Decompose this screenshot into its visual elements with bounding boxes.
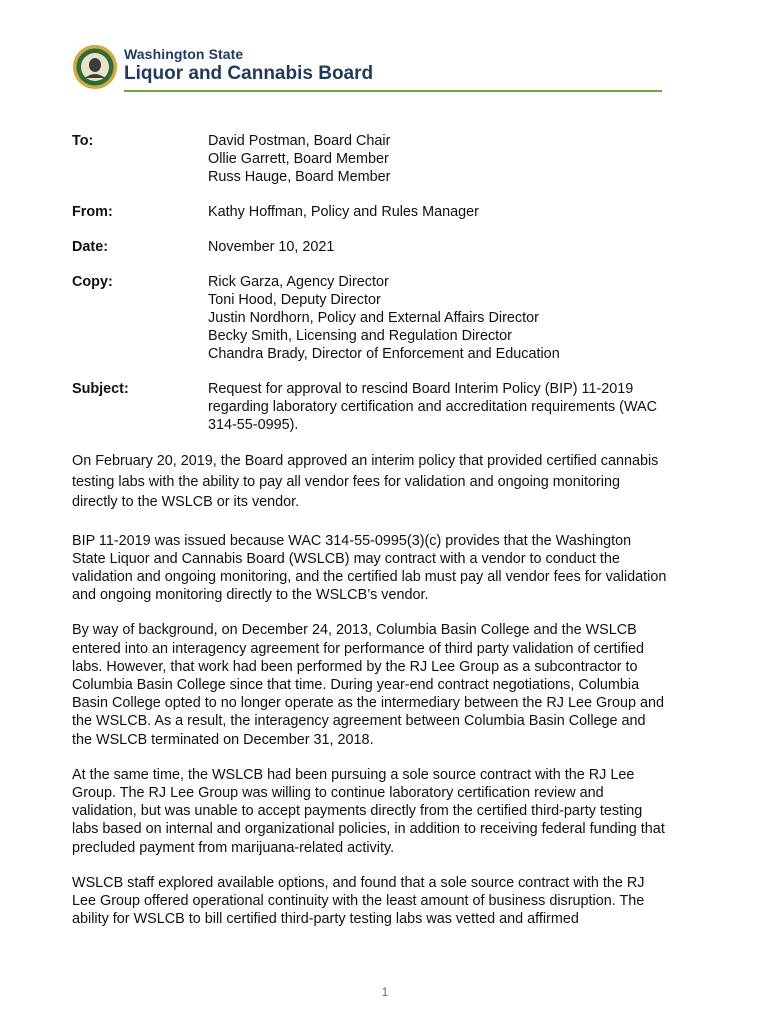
paragraph-line: By way of background, on December 24, 2013, Columbia Basin College and the WSLCB (72, 622, 637, 639)
org-name-line1: Washington State (124, 46, 244, 62)
paragraph-line: and ongoing monitoring directly to the WSLCB’s vendor. (72, 587, 429, 604)
memo-copy-value (208, 273, 560, 363)
paragraph-line: directly to the WSLCB or its vendor. (72, 494, 300, 510)
recipient: Russ Hauge, Board Member (208, 169, 391, 185)
memo-subject-value (208, 380, 657, 434)
paragraph-line: the WSLCB terminated on December 31, 2018. (72, 731, 374, 748)
memo-from-label: From: (72, 204, 113, 220)
subject-line: 314-55-0995). (208, 417, 299, 433)
page-number: 1 (381, 985, 389, 999)
cc-recipient: Justin Nordhorn, Policy and External Affairs Director (208, 310, 539, 326)
memo-copy-row (72, 273, 712, 363)
cc-recipient: Becky Smith, Licensing and Regulation Director (208, 328, 512, 344)
paragraph-line: Lee Group offered operational continuity with the least amount of business disruption. The (72, 892, 645, 909)
paragraph-line: Group. The RJ Lee Group was willing to continue laboratory certification review and (72, 784, 604, 801)
memo-date-row (72, 238, 712, 256)
cc-recipient: Chandra Brady, Director of Enforcement and Education (208, 346, 560, 362)
body-paragraph (72, 766, 702, 857)
paragraph-line: WSLCB staff explored available options, and found that a sole source contract with the RJ (72, 874, 645, 891)
paragraph-line: Columbia Basin College since that time. During year-end contract negotiations, Columbia (72, 676, 640, 693)
paragraph-line: labs based on internal and organizational policies, in addition to receiving federal funding that (72, 821, 665, 838)
body-paragraph (72, 532, 702, 605)
memo-subject-row (72, 380, 712, 434)
paragraph-line: BIP 11-2019 was issued because WAC 314-55-0995(3)(c) provides that the Washington (72, 532, 632, 549)
subject-line: regarding laboratory certification and accreditation requirements (WAC (208, 399, 657, 415)
body-paragraph (72, 451, 702, 513)
cc-recipient: Toni Hood, Deputy Director (208, 292, 381, 308)
memo-to-value (208, 132, 390, 186)
memo-to-row (72, 132, 712, 186)
recipient: David Postman, Board Chair (208, 133, 391, 149)
memo-copy-label: Copy: (72, 274, 113, 290)
paragraph-line: entered into an interagency agreement for performance of third party validation of certified (72, 640, 644, 657)
sender: Kathy Hoffman, Policy and Rules Manager (208, 204, 479, 220)
paragraph-line: precluded payment from marijuana-related activity. (72, 839, 395, 856)
paragraph-line: State Liquor and Cannabis Board (WSLCB) may contract with a vendor to conduct the (72, 550, 620, 567)
memo-subject-label: Subject: (72, 381, 129, 397)
memo-from-row (72, 203, 712, 221)
paragraph-line: ability for WSLCB to bill certified third-party testing labs was vetted and affirmed (72, 911, 579, 928)
header-divider (124, 90, 662, 92)
memo-body (72, 451, 702, 945)
subject-line: Request for approval to rescind Board Interim Policy (BIP) 11-2019 (208, 381, 634, 397)
letterhead (72, 44, 662, 92)
paragraph-line: testing labs with the ability to pay all vendor fees for validation and ongoing monitoring (72, 473, 620, 490)
memo-header (72, 132, 712, 451)
paragraph-line: the WSLCB. As a result, the interagency agreement between Columbia Basin College and (72, 713, 646, 730)
memo-date-value (208, 238, 334, 256)
paragraph-line: On February 20, 2019, the Board approved an interim policy that provided certified cannabis (72, 453, 659, 469)
memo-from-value (208, 203, 479, 221)
paragraph-line: validation and ongoing monitoring, and the certified lab must pay all vendor fees for validation (72, 568, 667, 585)
paragraph-line: labs. However, that work had been performed by the RJ Lee Group as a subcontractor to (72, 658, 638, 675)
paragraph-line: Basin College opted to no longer operate as the intermediary between the RJ Lee Group and (72, 695, 664, 712)
cc-recipient: Rick Garza, Agency Director (208, 274, 389, 290)
washington-state-seal-icon (72, 44, 118, 90)
paragraph-line: At the same time, the WSLCB had been pursuing a sole source contract with the RJ Lee (72, 766, 635, 783)
date-value: November 10, 2021 (208, 239, 335, 255)
body-paragraph (72, 874, 702, 929)
body-paragraph (72, 621, 702, 748)
org-name-line2: Liquor and Cannabis Board (124, 63, 374, 84)
memo-date-label: Date: (72, 239, 108, 255)
paragraph-line: validation, but was unable to accept payments directly from the certified third-party testing (72, 803, 643, 820)
memo-to-label: To: (72, 133, 94, 149)
recipient: Ollie Garrett, Board Member (208, 151, 389, 167)
